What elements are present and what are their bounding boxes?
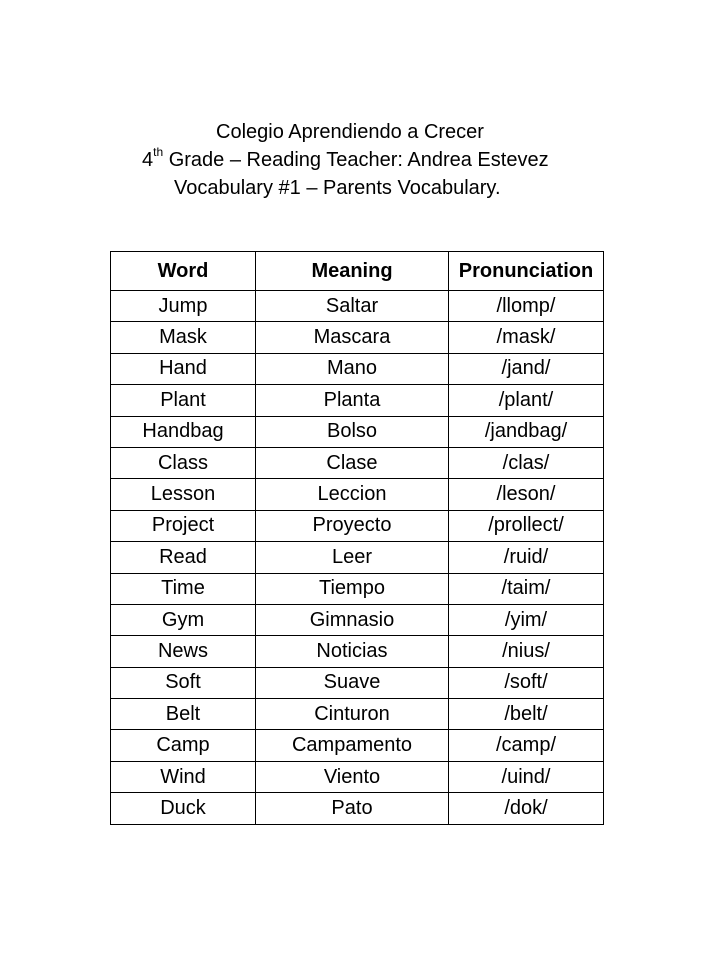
meaning-cell: Clase — [256, 447, 449, 478]
meaning-cell: Leccion — [256, 479, 449, 510]
meaning-cell: Gimnasio — [256, 604, 449, 635]
table-row — [111, 604, 604, 635]
meaning-cell: Campamento — [256, 730, 449, 761]
vocabulary-table — [110, 251, 604, 825]
table-body — [111, 291, 604, 825]
pronunciation-cell: /soft/ — [449, 667, 604, 698]
meaning-cell: Tiempo — [256, 573, 449, 604]
word-cell: Soft — [111, 667, 256, 698]
word-cell: Wind — [111, 761, 256, 792]
word-cell: Lesson — [111, 479, 256, 510]
column-header-word: Word — [111, 252, 256, 291]
word-cell: Mask — [111, 322, 256, 353]
vocabulary-title: Vocabulary #1 – Parents Vocabulary. — [174, 177, 501, 199]
meaning-cell: Pato — [256, 793, 449, 824]
word-cell: Duck — [111, 793, 256, 824]
table-header-row — [111, 252, 604, 291]
pronunciation-cell: /plant/ — [449, 385, 604, 416]
meaning-cell: Bolso — [256, 416, 449, 447]
meaning-cell: Noticias — [256, 636, 449, 667]
table-row — [111, 353, 604, 384]
pronunciation-cell: /jandbag/ — [449, 416, 604, 447]
table-row — [111, 510, 604, 541]
grade-teacher-text: Grade – Reading Teacher: Andrea Estevez — [163, 149, 549, 171]
word-cell: Jump — [111, 291, 256, 322]
meaning-cell: Saltar — [256, 291, 449, 322]
word-cell: Time — [111, 573, 256, 604]
word-cell: Read — [111, 542, 256, 573]
table-row — [111, 793, 604, 824]
pronunciation-cell: /llomp/ — [449, 291, 604, 322]
meaning-cell: Suave — [256, 667, 449, 698]
table-row — [111, 730, 604, 761]
table-row — [111, 385, 604, 416]
pronunciation-cell: /clas/ — [449, 447, 604, 478]
pronunciation-cell: /uind/ — [449, 761, 604, 792]
pronunciation-cell: /yim/ — [449, 604, 604, 635]
pronunciation-cell: /mask/ — [449, 322, 604, 353]
meaning-cell: Planta — [256, 385, 449, 416]
table-row — [111, 761, 604, 792]
meaning-cell: Leer — [256, 542, 449, 573]
pronunciation-cell: /jand/ — [449, 353, 604, 384]
column-header-meaning: Meaning — [256, 252, 449, 291]
meaning-cell: Cinturon — [256, 699, 449, 730]
pronunciation-cell: /taim/ — [449, 573, 604, 604]
grade-suffix: th — [153, 145, 164, 160]
table-row — [111, 479, 604, 510]
meaning-cell: Mascara — [256, 322, 449, 353]
table-row — [111, 573, 604, 604]
pronunciation-cell: /belt/ — [449, 699, 604, 730]
grade-teacher-line — [142, 146, 549, 174]
word-cell: News — [111, 636, 256, 667]
word-cell: Belt — [111, 699, 256, 730]
pronunciation-cell: /dok/ — [449, 793, 604, 824]
table-row — [111, 542, 604, 573]
meaning-cell: Mano — [256, 353, 449, 384]
word-cell: Camp — [111, 730, 256, 761]
table-row — [111, 447, 604, 478]
word-cell: Plant — [111, 385, 256, 416]
table-row — [111, 416, 604, 447]
table-row — [111, 699, 604, 730]
pronunciation-cell: /leson/ — [449, 479, 604, 510]
pronunciation-cell: /camp/ — [449, 730, 604, 761]
word-cell: Handbag — [111, 416, 256, 447]
grade-number: 4 — [142, 149, 154, 171]
column-header-pronunciation: Pronunciation — [449, 252, 604, 291]
school-name: Colegio Aprendiendo a Crecer — [216, 121, 484, 143]
word-cell: Project — [111, 510, 256, 541]
table-row — [111, 291, 604, 322]
table-row — [111, 636, 604, 667]
meaning-cell: Proyecto — [256, 510, 449, 541]
word-cell: Class — [111, 447, 256, 478]
word-cell: Gym — [111, 604, 256, 635]
pronunciation-cell: /ruid/ — [449, 542, 604, 573]
pronunciation-cell: /prollect/ — [449, 510, 604, 541]
pronunciation-cell: /nius/ — [449, 636, 604, 667]
meaning-cell: Viento — [256, 761, 449, 792]
word-cell: Hand — [111, 353, 256, 384]
table-row — [111, 667, 604, 698]
table-row — [111, 322, 604, 353]
